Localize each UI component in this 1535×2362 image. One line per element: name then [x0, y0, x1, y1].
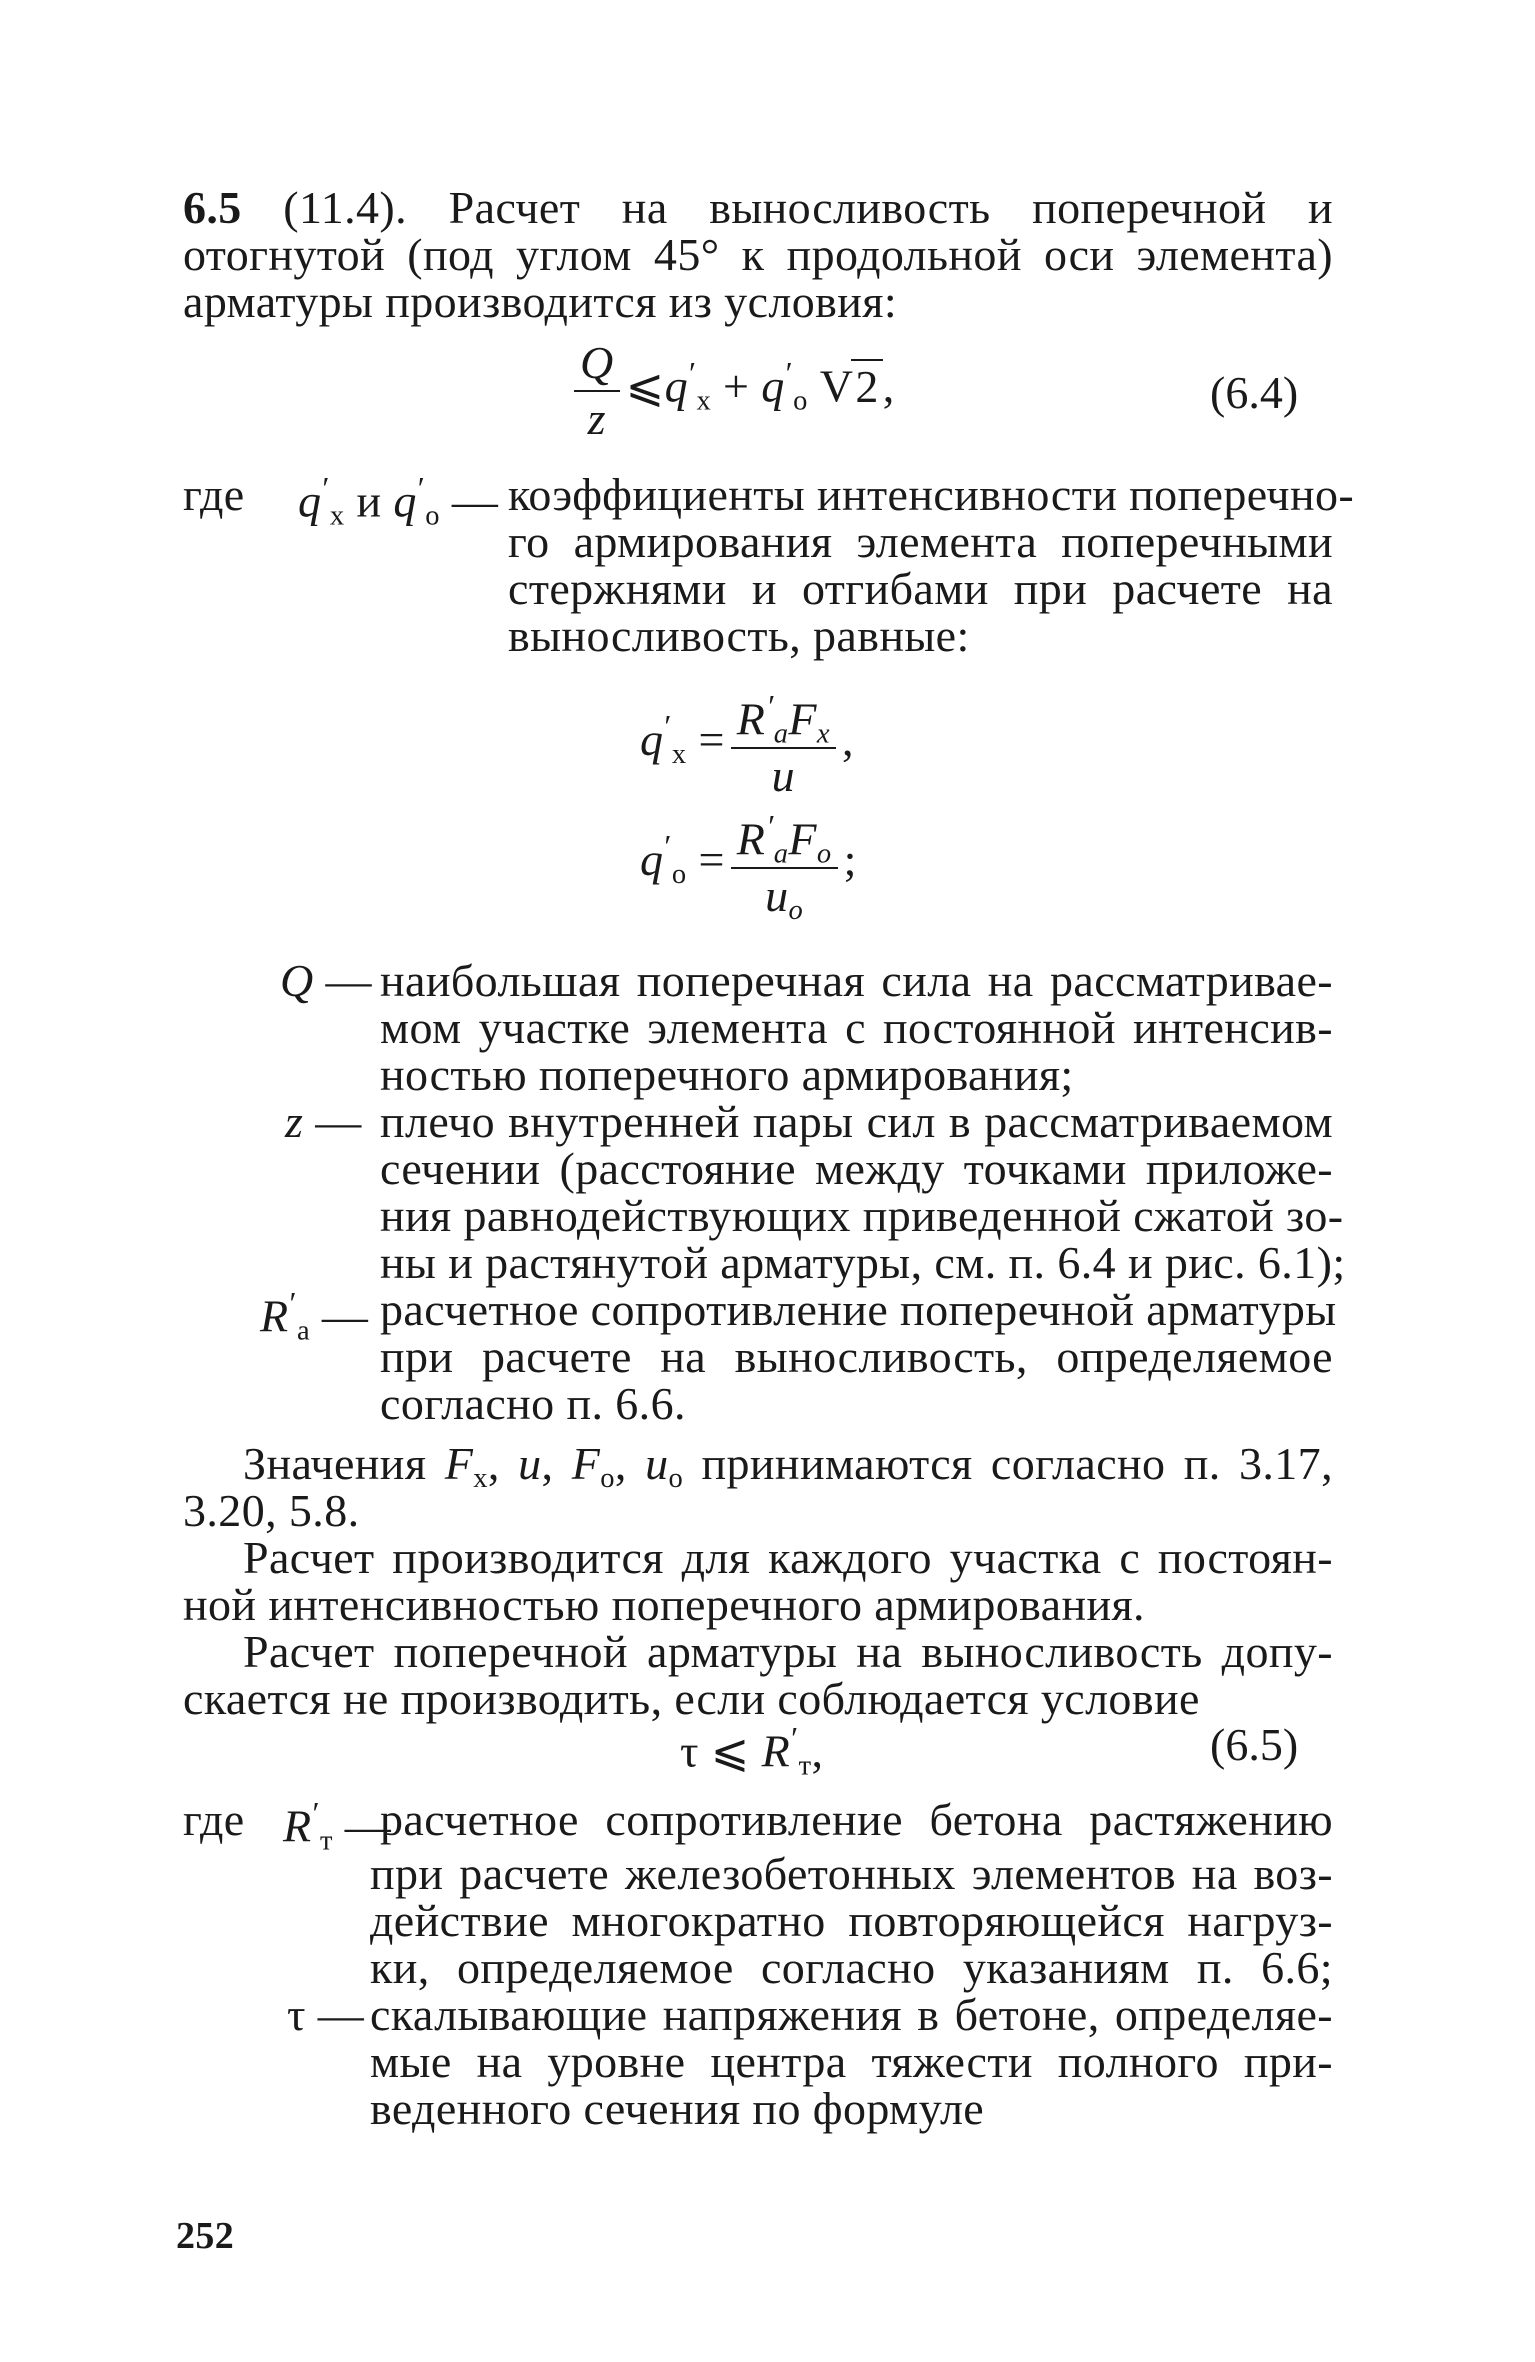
formula-6-4: $\frac{Q}{z}$ $⩽q'_х + q'_о$ V2, — [568, 340, 895, 442]
def-tau-line3: веденного сечения по формуле — [370, 2083, 985, 2134]
def-Rt-symbol: $R'_т$ — — [283, 1795, 392, 1857]
section-number: 6.5 — [183, 182, 242, 233]
formula-qx: $q'_х$ = $\frac{R'_аF_х}{u}$ , — [640, 688, 854, 801]
def-tau-line2: мые на уровне центра тяжести полного при- — [370, 2036, 1333, 2087]
def-Rt-line2: при расчете железобетонных элементов на воз- — [370, 1848, 1333, 1899]
para2-line2: 3.20, 5.8. — [183, 1485, 360, 1536]
def-Ra-line1: расчетное сопротивление поперечной арматуры — [380, 1284, 1337, 1335]
para1-line3: арматуры производится из условия: — [183, 276, 898, 327]
def-Rt-line1: расчетное сопротивление бетона растяжению — [380, 1794, 1333, 1845]
q-symbols: $q'_х$ и $q'_о$ — — [298, 470, 499, 532]
def-Rt-line4: ки, определяемое согласно указаниям п. 6.6; — [370, 1942, 1333, 1993]
formula-qo: $q'_о$ = $\frac{R'_аF_о}{u_о}$ ; — [640, 808, 857, 926]
q-def-line1: коэффициенты интенсивности поперечно- — [508, 469, 1355, 520]
page-number: 252 — [176, 2215, 235, 2257]
para4-line1: Расчет поперечной арматуры на выносливость допу- — [243, 1626, 1333, 1677]
def-Ra-line2: при расчете на выносливость, определяемое — [380, 1331, 1333, 1382]
def-z-symbol: z — — [285, 1096, 362, 1147]
def-z-line4: ны и растянутой арматуры, см. п. 6.4 и рис. 6.1); — [380, 1237, 1346, 1288]
q-def-line2: го армирования элемента поперечными — [508, 516, 1333, 567]
def-Q-symbol: Q — — [280, 955, 372, 1006]
def-Ra-line3: согласно п. 6.6. — [380, 1378, 686, 1429]
def-tau-line1: скалывающие напряжения в бетоне, определяе- — [370, 1989, 1333, 2040]
where-label: где — [183, 469, 245, 520]
def-Q-line1: наибольшая поперечная сила на рассматривае- — [380, 955, 1333, 1006]
def-Q-line3: ностью поперечного армирования; — [380, 1049, 1074, 1100]
def-z-line3: ния равнодействующих приведенной сжатой зо- — [380, 1190, 1344, 1241]
para1-line1: 6.5 (11.4). Расчет на выносливость поперечной и — [183, 182, 1333, 233]
para3-line2: ной интенсивностью поперечного армирования. — [183, 1579, 1145, 1630]
para2-line1: Значения $F_х$, u, $F_о$, $u_о$ принимаются согласно п. 3.17, — [243, 1438, 1333, 1494]
fraction-qo: $\frac{R'_аF_о}{u_о}$ — [731, 810, 838, 919]
q-def-line4: выносливость, равные: — [508, 610, 970, 661]
def-Q-line2: мом участке элемента с постоянной интенсив- — [380, 1002, 1333, 1053]
def-Ra-symbol: $R'_а$ — — [260, 1285, 369, 1347]
formula-6-5: τ ⩽ $R'_т$, — [680, 1720, 824, 1782]
def-Rt-line3: действие многократно повторяющейся нагруз- — [370, 1895, 1333, 1946]
equation-number-6-5: (6.5) — [1210, 1719, 1299, 1770]
fraction-Q-over-z: $\frac{Q}{z}$ — [574, 340, 620, 442]
def-z-line1: плечо внутренней пары сил в рассматриваемом — [380, 1096, 1333, 1147]
para3-line1: Расчет производится для каждого участка с постоян- — [243, 1532, 1333, 1583]
para4-line2: скается не производить, если соблюдается условие — [183, 1673, 1200, 1724]
fraction-qx: $\frac{R'_аF_х}{u}$ — [731, 690, 836, 799]
def-z-line2: сечении (расстояние между точками приложе- — [380, 1143, 1333, 1194]
para1-line2: отогнутой (под углом 45° к продольной оси элемента) — [183, 229, 1333, 280]
def-tau-symbol: τ — — [287, 1989, 365, 2040]
q-def-line3: стержнями и отгибами при расчете на — [508, 563, 1333, 614]
equation-number-6-4: (6.4) — [1210, 367, 1299, 418]
where-label-2: где — [183, 1794, 245, 1845]
